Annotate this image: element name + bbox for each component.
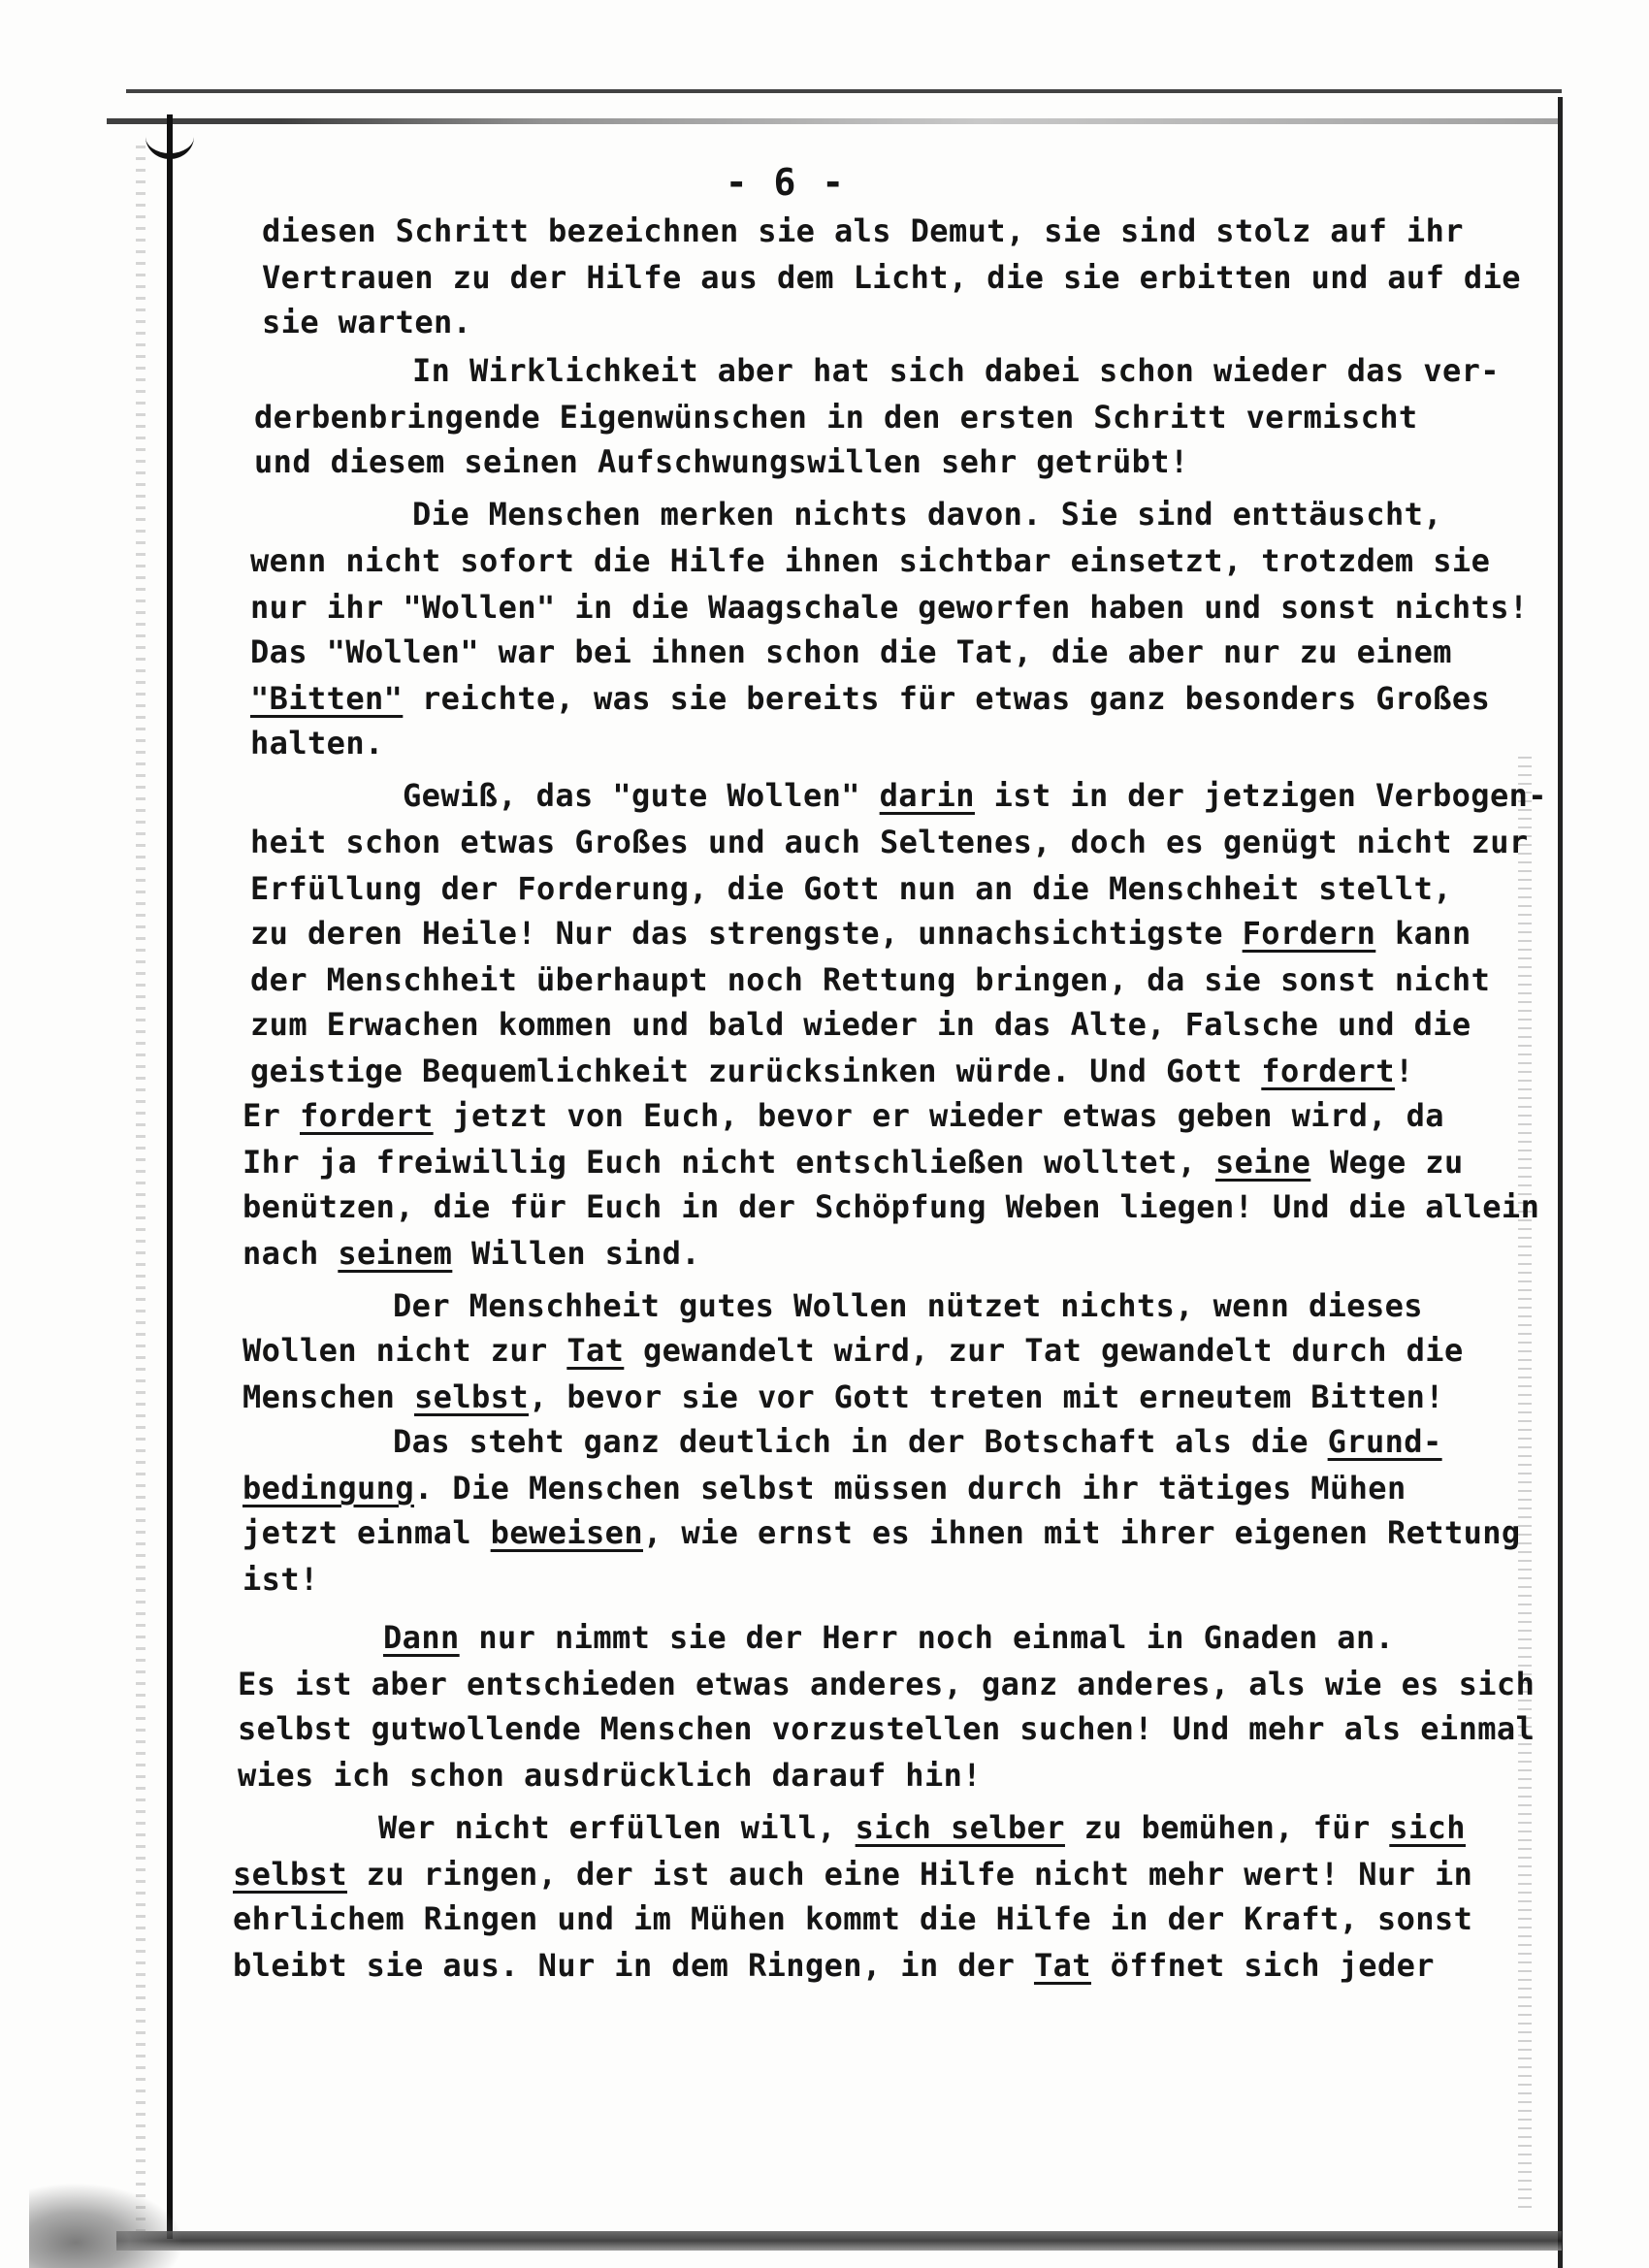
text-segment: wies ich schon ausdrücklich darauf hin!: [238, 1757, 982, 1794]
text-segment: Gewiß, das "gute Wollen": [403, 777, 880, 814]
text-line: [383, 1618, 1394, 1657]
text-line: [403, 776, 1547, 815]
page-number: - 6 -: [725, 161, 847, 204]
text-line: [242, 1096, 1444, 1135]
text-segment: zum Erwachen kommen und bald wieder in das Alte, Falsche und die: [250, 1006, 1471, 1043]
text-segment: Wollen nicht zur: [242, 1332, 567, 1369]
text-segment: , bevor sie vor Gott treten mit erneutem Bitten!: [529, 1378, 1444, 1415]
text-line: [250, 960, 1490, 999]
text-segment: In Wirklichkeit aber hat sich dabei schon wieder das ver-: [412, 352, 1500, 389]
text-line: [250, 1005, 1471, 1044]
underlined-word: seinem: [338, 1235, 453, 1272]
text-line: [250, 1052, 1414, 1090]
underlined-word: beweisen: [490, 1514, 643, 1551]
text-line: [378, 1808, 1466, 1847]
text-segment: Die Menschen merken nichts davon. Sie sind enttäuscht,: [412, 496, 1442, 533]
text-line: [250, 632, 1452, 671]
frame-bottom-edge: [116, 2231, 1562, 2251]
text-segment: wenn nicht sofort die Hilfe ihnen sichtbar einsetzt, trotzdem sie: [250, 542, 1491, 579]
underlined-word: fordert: [1261, 1053, 1395, 1089]
frame-left-perforation: [136, 146, 146, 2231]
text-segment: zu ringen, der ist auch eine Hilfe nicht mehr wert! Nur in: [347, 1856, 1473, 1893]
text-line: [242, 1143, 1464, 1182]
text-segment: nach: [242, 1235, 339, 1272]
text-line: [233, 1946, 1435, 1985]
text-segment: selbst gutwollende Menschen vorzustellen suchen! Und mehr als einmal: [238, 1710, 1536, 1747]
text-segment: Es ist aber entschieden etwas anderes, ganz anderes, als wie es sich: [238, 1666, 1536, 1702]
text-line: [262, 303, 471, 341]
text-segment: zu deren Heile! Nur das strengste, unnachsichtigste: [250, 915, 1243, 952]
text-segment: geistige Bequemlichkeit zurücksinken würde. Und Gott: [250, 1053, 1262, 1089]
text-line: [254, 442, 1189, 481]
underlined-word: seine: [1214, 1144, 1311, 1181]
text-line: [412, 351, 1500, 390]
text-line: [412, 495, 1442, 534]
scan-smudge: [29, 2183, 184, 2268]
text-segment: Er: [242, 1097, 300, 1134]
text-line: [250, 588, 1529, 627]
text-segment: Menschen: [242, 1378, 414, 1415]
text-segment: nur nimmt sie der Herr noch einmal in Gnaden an.: [459, 1619, 1395, 1656]
text-segment: Das "Wollen" war bei ihnen schon die Tat, die aber nur zu einem: [250, 633, 1452, 670]
text-segment: kann: [1375, 915, 1471, 952]
text-segment: Ihr ja freiwillig Euch nicht entschließen wolltet,: [242, 1144, 1215, 1181]
text-segment: benützen, die für Euch in der Schöpfung Weben liegen! Und die allein: [242, 1188, 1540, 1225]
text-segment: heit schon etwas Großes und auch Seltenes, doch es genügt nicht zur: [250, 824, 1529, 860]
text-segment: Wege zu: [1310, 1144, 1464, 1181]
underlined-word: sich: [1389, 1809, 1466, 1846]
text-line: [242, 1513, 1521, 1552]
text-segment: derbenbringende Eigenwünschen in den ersten Schritt vermischt: [254, 399, 1418, 436]
text-line: [233, 1899, 1472, 1938]
underlined-word: bedingung: [242, 1470, 414, 1507]
text-segment: Wer nicht erfüllen will,: [378, 1809, 856, 1846]
underlined-word: sich selber: [855, 1809, 1065, 1846]
text-line: [262, 211, 1464, 250]
text-segment: ehrlichem Ringen und im Mühen kommt die Hilfe in der Kraft, sonst: [233, 1900, 1473, 1937]
text-line: [238, 1756, 982, 1795]
underlined-word: fordert: [300, 1097, 434, 1134]
text-segment: Erfüllung der Forderung, die Gott nun an die Menschheit stellt,: [250, 870, 1452, 907]
underlined-word: darin: [879, 777, 975, 814]
text-line: [250, 541, 1490, 580]
text-line: [250, 724, 384, 762]
text-segment: ist!: [242, 1561, 319, 1598]
text-segment: halten.: [250, 725, 384, 761]
text-segment: . Die Menschen selbst müssen durch ihr tätiges Mühen: [414, 1470, 1406, 1507]
text-line: [254, 398, 1418, 437]
text-line: [238, 1665, 1535, 1703]
text-line: [250, 914, 1471, 953]
text-segment: nur ihr "Wollen" in die Waagschale geworfen haben und sonst nichts!: [250, 589, 1529, 626]
text-line: [242, 1331, 1464, 1370]
underlined-word: "Bitten": [250, 680, 404, 717]
text-line: [233, 1855, 1472, 1894]
text-segment: zu bemühen, für: [1064, 1809, 1390, 1846]
text-line: [250, 679, 1490, 718]
text-line: [262, 258, 1521, 297]
text-line: [242, 1560, 319, 1599]
frame-top-border: [107, 118, 1562, 124]
text-line: [393, 1422, 1442, 1461]
underlined-word: Fordern: [1242, 915, 1376, 952]
text-segment: gewandelt wird, zur Tat gewandelt durch die: [624, 1332, 1464, 1369]
underlined-word: selbst: [414, 1378, 529, 1415]
text-segment: !: [1394, 1053, 1414, 1089]
text-segment: ist in der jetzigen Verbogen-: [974, 777, 1547, 814]
underlined-word: Grund-: [1327, 1423, 1442, 1460]
text-segment: bleibt sie aus. Nur in dem Ringen, in der: [233, 1947, 1034, 1984]
frame-corner-ornament: [146, 114, 194, 159]
frame-right-edge: [1558, 97, 1563, 2268]
text-segment: Der Menschheit gutes Wollen nützet nichts, wenn dieses: [393, 1287, 1423, 1324]
text-line: [242, 1187, 1539, 1226]
frame-top-edge: [126, 89, 1562, 93]
text-line: [242, 1377, 1444, 1416]
text-segment: Willen sind.: [452, 1235, 700, 1272]
frame-left-border: [167, 114, 173, 2239]
text-segment: , wie ernst es ihnen mit ihrer eigenen Rettung: [642, 1514, 1521, 1551]
text-line: [242, 1234, 700, 1273]
text-segment: öffnet sich jeder: [1090, 1947, 1435, 1984]
underlined-word: Tat: [566, 1332, 625, 1369]
text-segment: der Menschheit überhaupt noch Rettung bringen, da sie sonst nicht: [250, 961, 1491, 998]
text-segment: jetzt von Euch, bevor er wieder etwas geben wird, da: [433, 1097, 1444, 1134]
underlined-word: selbst: [233, 1856, 347, 1893]
text-line: [393, 1286, 1423, 1325]
text-segment: sie warten.: [262, 304, 472, 340]
text-segment: Vertrauen zu der Hilfe aus dem Licht, die sie erbitten und auf die: [262, 259, 1521, 296]
text-segment: Das steht ganz deutlich in der Botschaft als die: [393, 1423, 1328, 1460]
text-segment: und diesem seinen Aufschwungswillen sehr getrübt!: [254, 443, 1189, 480]
text-segment: jetzt einmal: [242, 1514, 491, 1551]
text-line: [238, 1709, 1535, 1748]
frame-right-shadow: [1518, 757, 1532, 2212]
underlined-word: Dann: [383, 1619, 460, 1656]
text-line: [250, 869, 1452, 908]
text-line: [242, 1469, 1406, 1507]
text-line: [250, 823, 1529, 861]
text-segment: diesen Schritt bezeichnen sie als Demut, sie sind stolz auf ihr: [262, 212, 1464, 249]
text-segment: reichte, was sie bereits für etwas ganz besonders Großes: [403, 680, 1491, 717]
underlined-word: Tat: [1033, 1947, 1091, 1984]
